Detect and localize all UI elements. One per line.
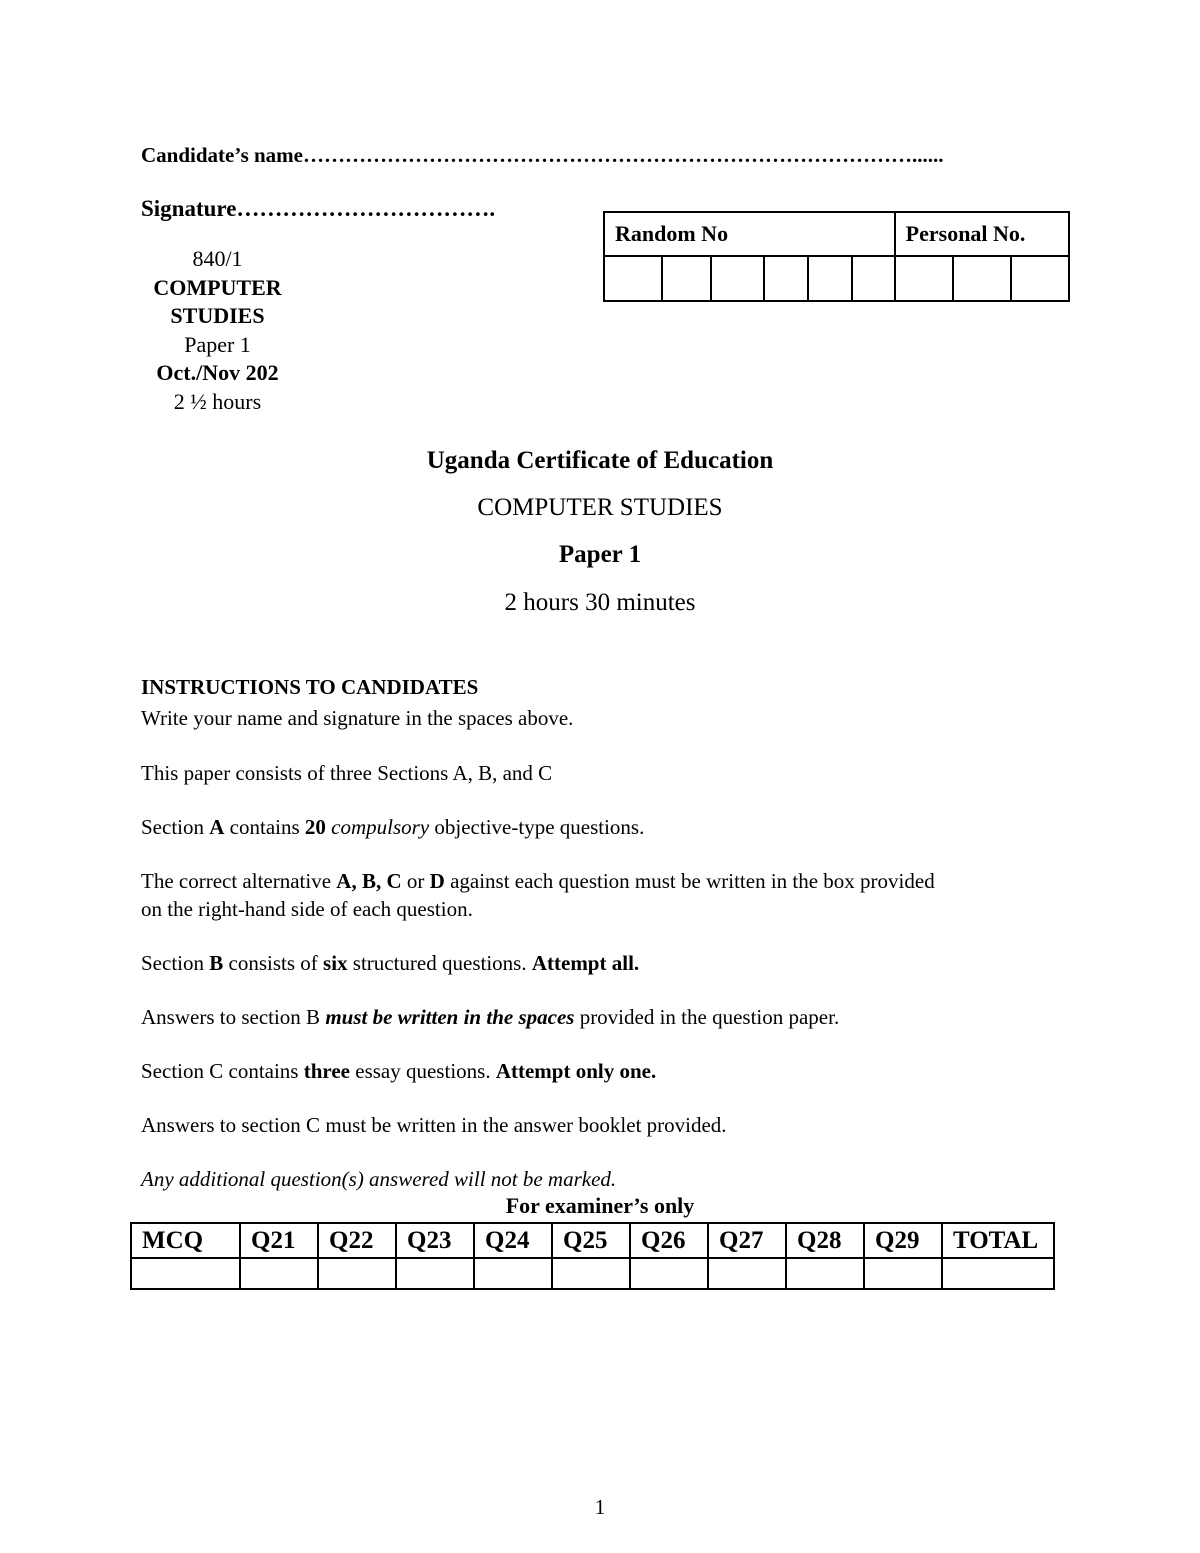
examiner-col-header: Q28 xyxy=(786,1223,864,1258)
examiner-col-header: Q21 xyxy=(240,1223,318,1258)
exam-date: Oct./Nov 202 xyxy=(156,360,279,385)
examiner-table xyxy=(130,1222,1055,1290)
examiner-score-cell[interactable] xyxy=(630,1258,708,1289)
signature-field: Signature……………………………. xyxy=(141,196,496,221)
random-no-box[interactable] xyxy=(604,256,662,301)
instruction-7: Section C contains three essay questions. Attempt only one. xyxy=(141,1059,657,1083)
exam-duration: 2 ½ hours xyxy=(173,388,262,414)
paper-info-block xyxy=(120,245,315,416)
random-no-box[interactable] xyxy=(711,256,763,301)
subject-title: COMPUTER STUDIES xyxy=(477,494,723,521)
page-number: 1 xyxy=(594,1495,606,1519)
instructions-heading: INSTRUCTIONS TO CANDIDATES xyxy=(141,675,479,699)
instruction-3: Section A contains 20 compulsory objective-type questions. xyxy=(141,815,645,839)
examiner-col-header: Q27 xyxy=(708,1223,786,1258)
examiner-col-header: Q22 xyxy=(318,1223,396,1258)
instruction-4: The correct alternative A, B, C or D against each question must be written in the box provided on the right-hand side of each question. xyxy=(141,869,935,921)
examiner-col-header: TOTAL xyxy=(942,1223,1054,1258)
examiner-score-cell[interactable] xyxy=(131,1258,240,1289)
examiner-col-header: Q25 xyxy=(552,1223,630,1258)
examiner-score-cell[interactable] xyxy=(864,1258,942,1289)
examiner-col-header: Q26 xyxy=(630,1223,708,1258)
random-personal-number-table xyxy=(603,211,1070,302)
instruction-8: Answers to section C must be written in the answer booklet provided. xyxy=(141,1113,727,1137)
examiner-score-cell[interactable] xyxy=(240,1258,318,1289)
candidate-name-field xyxy=(141,143,943,168)
examiner-score-cell[interactable] xyxy=(786,1258,864,1289)
examiner-score-cell[interactable] xyxy=(942,1258,1054,1289)
random-no-header: Random No xyxy=(604,212,895,256)
random-no-box[interactable] xyxy=(808,256,852,301)
personal-no-box[interactable] xyxy=(953,256,1010,301)
personal-no-box[interactable] xyxy=(1011,256,1070,301)
random-no-box[interactable] xyxy=(764,256,808,301)
examiner-score-cell[interactable] xyxy=(396,1258,474,1289)
personal-no-header: Personal No. xyxy=(895,212,1069,256)
duration-title: 2 hours 30 minutes xyxy=(504,589,696,616)
paper-number: Paper 1 xyxy=(184,331,251,357)
random-no-box[interactable] xyxy=(852,256,894,301)
examiner-col-header: Q23 xyxy=(396,1223,474,1258)
candidate-name-label: Candidate’s name……………………………………………………………………………...... xyxy=(141,143,944,167)
paper-code: 840/1 xyxy=(192,246,243,271)
examiner-score-cell[interactable] xyxy=(708,1258,786,1289)
examiner-score-cell[interactable] xyxy=(318,1258,396,1289)
personal-no-box[interactable] xyxy=(895,256,953,301)
paper-title: Paper 1 xyxy=(558,541,642,568)
instruction-6: Answers to section B must be written in the spaces provided in the question paper. xyxy=(141,1005,840,1029)
examiner-score-cell[interactable] xyxy=(552,1258,630,1289)
examiner-col-header: Q29 xyxy=(864,1223,942,1258)
examiner-col-header: Q24 xyxy=(474,1223,552,1258)
subject-line-1: COMPUTER xyxy=(153,274,282,300)
instruction-5: Section B consists of six structured questions. Attempt all. xyxy=(141,951,640,975)
random-no-box[interactable] xyxy=(662,256,711,301)
examiner-score-cell[interactable] xyxy=(474,1258,552,1289)
instruction-9: Any additional question(s) answered will not be marked. xyxy=(141,1167,617,1191)
certificate-title: Uganda Certificate of Education xyxy=(426,447,774,474)
examiner-col-header: MCQ xyxy=(131,1223,240,1258)
instruction-2: This paper consists of three Sections A, B, and C xyxy=(141,761,553,785)
instruction-1: Write your name and signature in the spaces above. xyxy=(141,706,574,730)
examiner-title: For examiner’s only xyxy=(505,1193,695,1218)
subject-line-2: STUDIES xyxy=(170,303,265,328)
